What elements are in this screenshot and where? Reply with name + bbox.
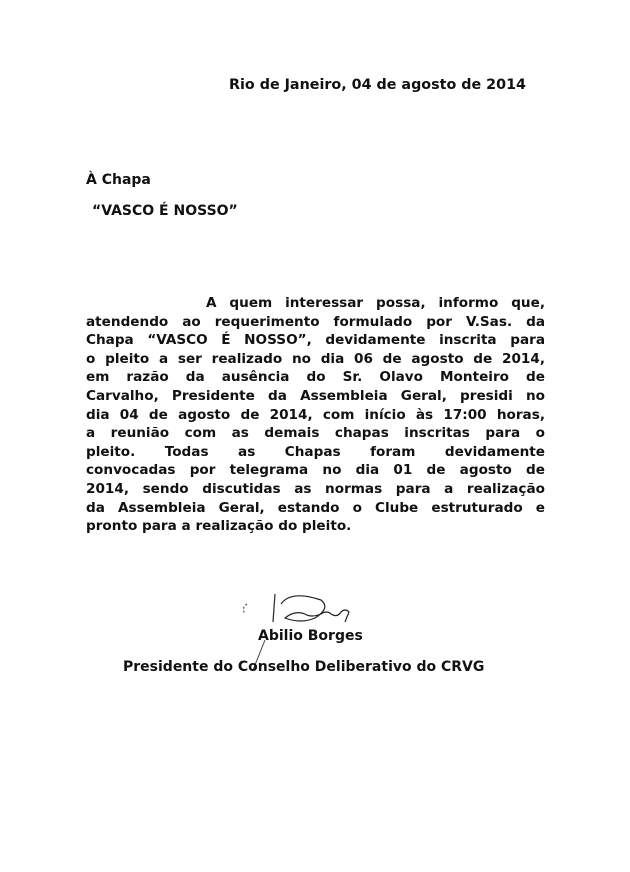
body-line: dia 04 de agosto de 2014, com início às 17:00 horas, [86,406,545,423]
body-line: em razão da ausência do Sr. Olavo Monteiro de [86,369,545,386]
body-line: 2014, sendo discutidas as normas para a realização [86,480,545,497]
body-line: pronto para a realização do pleito. [86,518,352,535]
body-line: convocadas por telegrama no dia 01 de agosto de [86,462,545,479]
body-line: da Assembleia Geral, estando o Clube estruturado e [86,499,545,516]
signatory-title: Presidente do Conselho Deliberativo do CRVG [123,659,485,675]
body-line: a reunião com as demais chapas inscritas para o [86,425,545,442]
signatory-name: Abilio Borges [258,628,363,644]
body-line: o pleito a ser realizado no dia 06 de agosto de 2014, [86,350,545,367]
body-line: A quem interessar possa, informo que, [206,295,545,311]
addressee-line: À Chapa [86,172,151,188]
body-line: pleito. Todas as Chapas foram devidamente [86,443,545,460]
body-line: Chapa “VASCO É NOSSO”, devidamente inscrita para [86,332,545,349]
date-line: Rio de Janeiro, 04 de agosto de 2014 [229,77,526,93]
addressee-slate-name: “VASCO É NOSSO” [92,203,238,219]
body-line: atendendo ao requerimento formulado por V.Sas. da [86,313,545,330]
body-line: Carvalho, Presidente da Assembleia Geral, presidi no [86,387,545,404]
letter-body [86,294,545,536]
